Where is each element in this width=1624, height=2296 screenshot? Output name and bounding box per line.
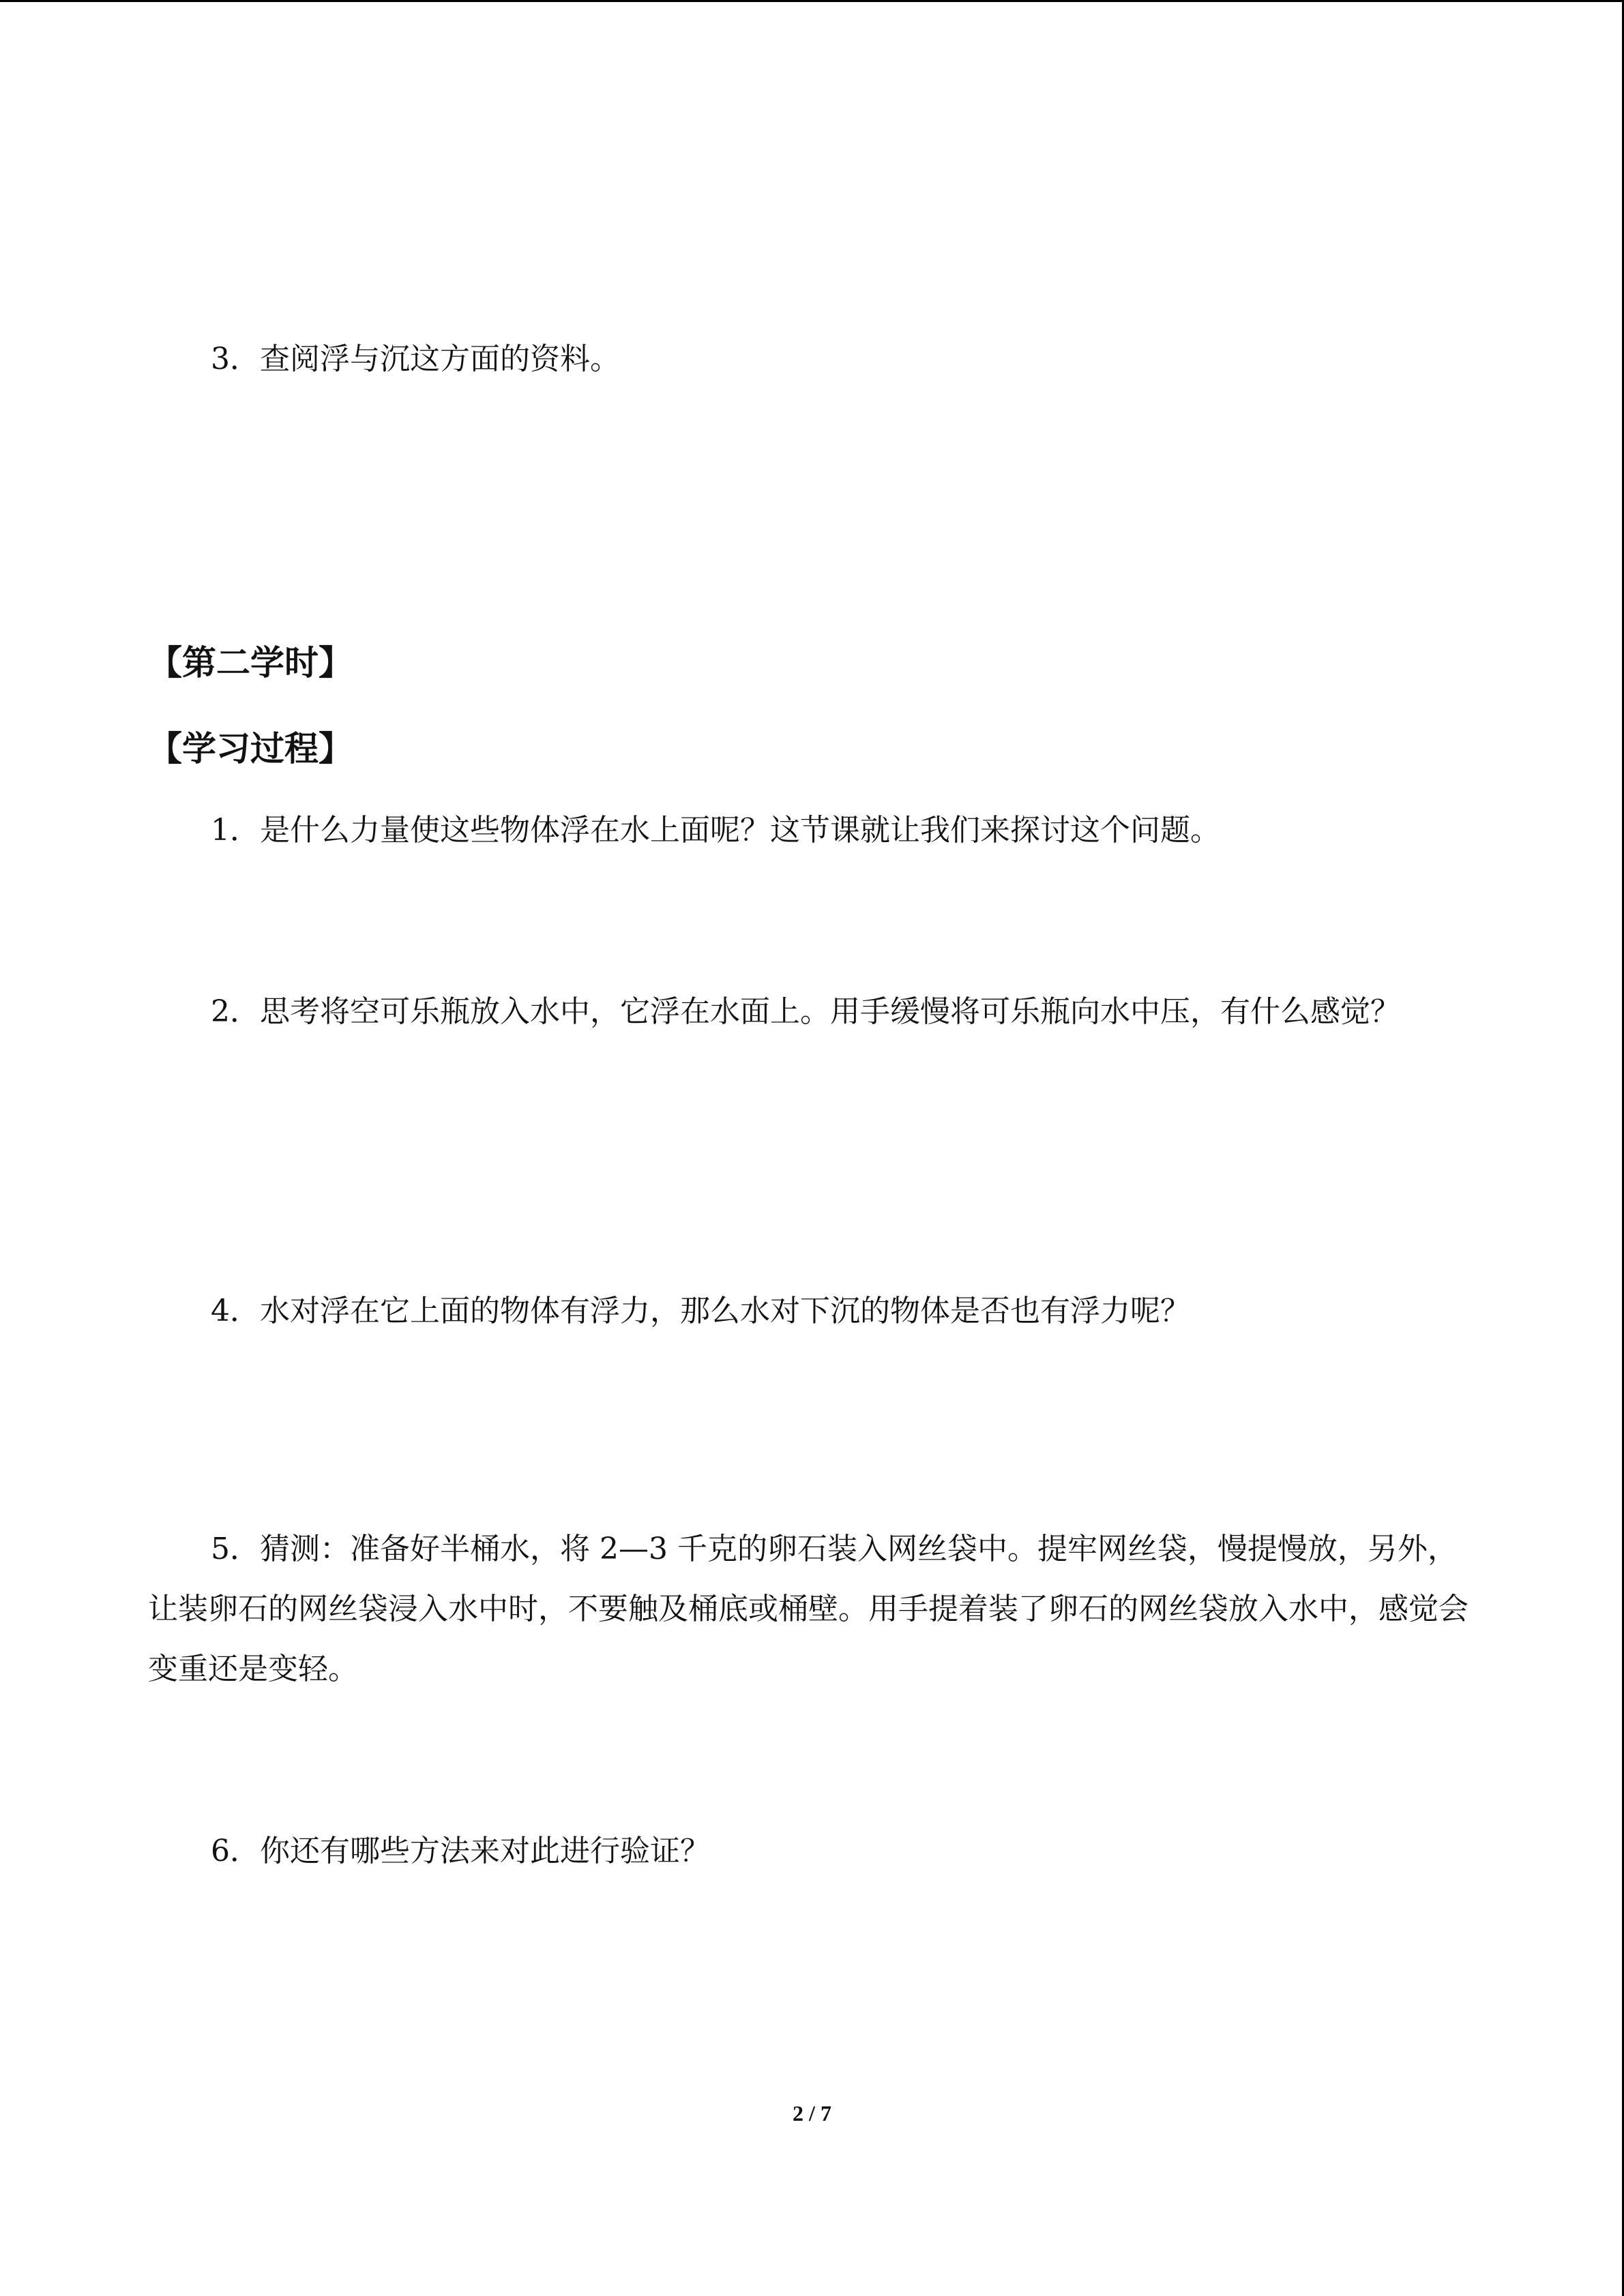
list-item-6-other-methods: 6．你还有哪些方法来对此进行验证？ <box>211 1834 710 1868</box>
subsection-title-learning-process: 【学习过程】 <box>148 729 353 769</box>
list-item-5-pebble-experiment: 5．猜测：准备好半桶水，将 2—3 千克的卵石装入网丝袋中。提牢网丝袋，慢提慢放，另外，让装卵石的网丝袋浸入水中时，不要触及桶底或桶壁。用手提着装了卵石的网丝袋放入水中，感觉会变重还是变轻。 <box>148 1532 1468 1686</box>
section-title-second-lesson: 【第二学时】 <box>148 643 353 683</box>
list-item-4-sinking-objects: 4．水对浮在它上面的物体有浮力，那么水对下沉的物体是否也有浮力呢？ <box>211 1294 1190 1328</box>
list-item-3-consult-materials: 3．查阅浮与沉这方面的资料。 <box>211 342 620 376</box>
page-number: 2 / 7 <box>793 2101 831 2126</box>
list-item-1-buoyancy-question: 1．是什么力量使这些物体浮在水上面呢？这节课就让我们来探讨这个问题。 <box>211 813 1220 848</box>
list-item-2-cola-bottle: 2．思考将空可乐瓶放入水中，它浮在水面上。用手缓慢将可乐瓶向水中压，有什么感觉？ <box>211 994 1400 1029</box>
